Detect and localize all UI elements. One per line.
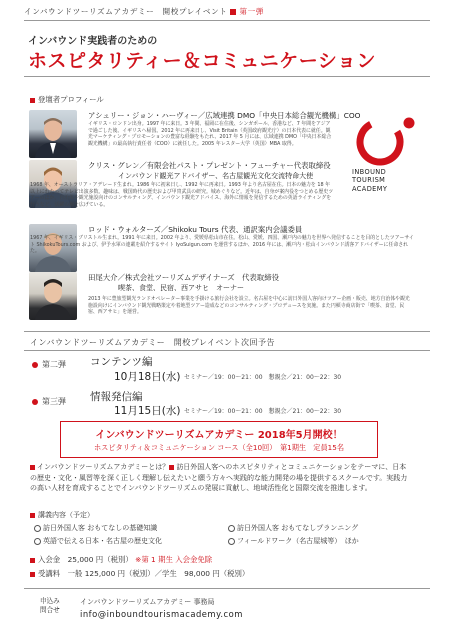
episode-2-time: セミナー／19：00～21：00 懇親会／21：00～22：30 — [184, 374, 342, 381]
lecture-item: フィールドワーク（名古屋城等） ほか — [228, 536, 359, 546]
episode-3-title: 情報発信編 — [90, 391, 143, 403]
entry-fee-note: ※第 1 期生 入会金免除 — [135, 555, 213, 564]
header-event-name: インバウンドツーリズムアカデミー 開校プレイベント — [24, 7, 228, 16]
speaker-bio-4: 2013 年に豊旅型観光ランドオペレーター事業を手掛ける旅行会社を設立。名古屋を中心に訪日外国人客向けツアー企画・販売、地方自治体や観光施設向けにインバウンド観光戦略策定や着地型ツアー造成などのコンサルティング・プロデュースを実施。また円頓寺商店街で「喫茶、食堂、民宿、西アサヒ」を運営。 — [88, 296, 410, 316]
lectures-label: 講義内容（予定） — [30, 510, 94, 520]
speaker-bio-3: 1967 年、イギリス・ブリストル生まれ。1991 年に来日。2002 年より、愛媛県松山市在住。松山、愛媛、四国、瀬戸内の魅力を世界へ発信することを目的としたツアーサイト ShikokuTours.com および、伊予水軍の連載を紹介するサイト IyoSuigun.com を運営するほか、2016 年には、瀬戸内・松山インバウンド誘客アドバイザーに任命された。 — [30, 235, 414, 255]
speaker-name-3: ロッド・ウォルターズ／Shikoku Tours 代表、通訳案内会議委員 — [88, 225, 303, 234]
speaker-name-1: アシュリー・ジョン・ハーヴィー／広域連携 DMO「中央日本総合観光機構」COO — [88, 111, 361, 120]
circle-bullet-icon — [34, 525, 41, 532]
next-events-heading: インバウンドツーリズムアカデミー 開校プレイベント次回予告 — [30, 338, 275, 347]
speaker-bio-2: 1968 年、オーストラリア・アデレード生まれ。1986 年に初来日し、1992 年に再来日。1993 年より名古屋在住。日本の魅力を 18 年以上にわたってテレビ出演多数。趣味は、戦国時代の歴史および甲冑武具の研究。城めぐりなど。近年は、自身が案内役をつとめる歴史ツアーのほか、自治体や観光施設向けのコンサルティング、インバウンド観光アドバイス、海外に情報を発信するための英語ライティングを行うなど、活躍の場を広げている。 — [30, 182, 334, 208]
announcement-course: ホスピタリティ＆コミュニケーション コース（全10回） 第1期生 定員15名 — [93, 443, 345, 452]
episode-2-date: 10月18日(水) — [114, 371, 181, 383]
announcement-box — [60, 421, 378, 458]
speaker-bio-1: イギリス・ロンドン出身。1997 年に来日。3 年間、福岡に在住後、シンガポール、香港など、7 年間をアジアで過ごした後、イギリスへ帰国。2012 年に再来日し、Visit Britain（英国政府観光庁）の日本代表に就任。観光マーケティング・プロモーションの豊富な経験をもたれ、2017 年 5 月には、広域連携 DMO「中央日本総合観光機構」の最高執行責任者（COO）に就任した。2005 年レスター大学（英国）MBA 取得。 — [88, 121, 332, 147]
speaker-photo-1 — [29, 110, 77, 158]
circle-bullet-icon — [228, 525, 235, 532]
square-bullet-icon — [30, 98, 35, 103]
header-bar — [24, 6, 430, 17]
intro-text: 訪日外国人客へのホスピタリティとコミュニケーションをテーマに、日本の歴史・文化・風習等を深く正しく理解し伝えたいと願う方々へ実践的な能力開発の場を提供するスクールです。実践力の高い人材を育成することでインバウンドツーリズムの発展に貢献し、地域活性化と国際交流を推進します。 — [30, 463, 408, 493]
header-square-icon — [230, 9, 236, 15]
speaker-name-4: 田尾大介／株式会社ツーリズムデザイナーズ 代表取締役 — [88, 273, 279, 282]
intro-question: インバウンドツーリズムアカデミーとは？ — [37, 463, 170, 471]
course-fee-label: 受講料 — [38, 569, 61, 578]
contact-email-link[interactable]: info@inboundtourismacademy.com — [80, 609, 243, 619]
episode-2-number: 第二弾 — [32, 359, 66, 370]
entry-fee-value: 25,000 円（税別） — [67, 555, 133, 564]
lecture-item: 英語で伝える日本・名古屋の歴史文化 — [34, 536, 162, 546]
header-episode: 第一弾 — [239, 7, 264, 16]
episode-3-time: セミナー／19：00～21：00 懇親会／21：00～22：30 — [184, 408, 342, 415]
circle-bullet-icon — [34, 538, 41, 545]
episode-3-number: 第三弾 — [32, 396, 66, 407]
contact-divider — [24, 588, 430, 589]
square-bullet-icon — [169, 465, 174, 470]
episode-3-date: 11月15日(水) — [114, 405, 181, 417]
square-bullet-icon — [30, 465, 35, 470]
entry-fee-label: 入会金 — [38, 555, 61, 564]
academy-intro — [30, 462, 410, 494]
contact-office: インバウンドツーリズムアカデミー 事務局 — [80, 598, 215, 606]
speaker-title-4: 喫茶、食堂、民宿、西アサヒ オーナー — [118, 284, 244, 292]
entry-fee — [30, 554, 212, 565]
profile-label: 登壇者プロフィール — [30, 94, 104, 105]
speaker-photo-4 — [29, 272, 77, 320]
square-bullet-icon — [30, 572, 35, 577]
course-fee — [30, 568, 249, 579]
academy-logo-text: INBOUND TOURISM ACADEMY — [352, 168, 388, 193]
announcement-headline: インバウンドツーリズムアカデミー 2018年5月開校！ — [95, 430, 343, 441]
contact-label: 申込み 問合せ — [40, 597, 60, 614]
episode-2-title: コンテンツ編 — [90, 356, 153, 368]
course-fee-value: 一般 125,000 円（税別）／学生 98,000 円（税別） — [67, 569, 250, 578]
speaker-title-2: インバウンド観光アドバイザー、名古屋観光文化交流特命大使 — [118, 172, 314, 180]
square-bullet-icon — [30, 558, 35, 563]
speaker-name-2: クリス・グレン／有限会社パスト・プレゼント・フューチャー代表取締役 — [88, 161, 331, 170]
red-dot-icon — [32, 399, 38, 405]
header-divider — [24, 20, 430, 21]
square-bullet-icon — [30, 513, 35, 518]
red-dot-icon — [32, 362, 38, 368]
event-title: ホスピタリティー＆コミュニケーション — [28, 50, 376, 72]
title-divider — [24, 76, 430, 77]
circle-bullet-icon — [228, 538, 235, 545]
lecture-item: 訪日外国人客 おもてなしプランニング — [228, 523, 358, 533]
next-divider-bottom — [24, 350, 430, 351]
next-divider-top — [24, 331, 430, 332]
event-subtitle: インバウンド実践者のための — [28, 36, 158, 47]
lecture-item: 訪日外国人客 おもてなしの基礎知識 — [34, 523, 157, 533]
